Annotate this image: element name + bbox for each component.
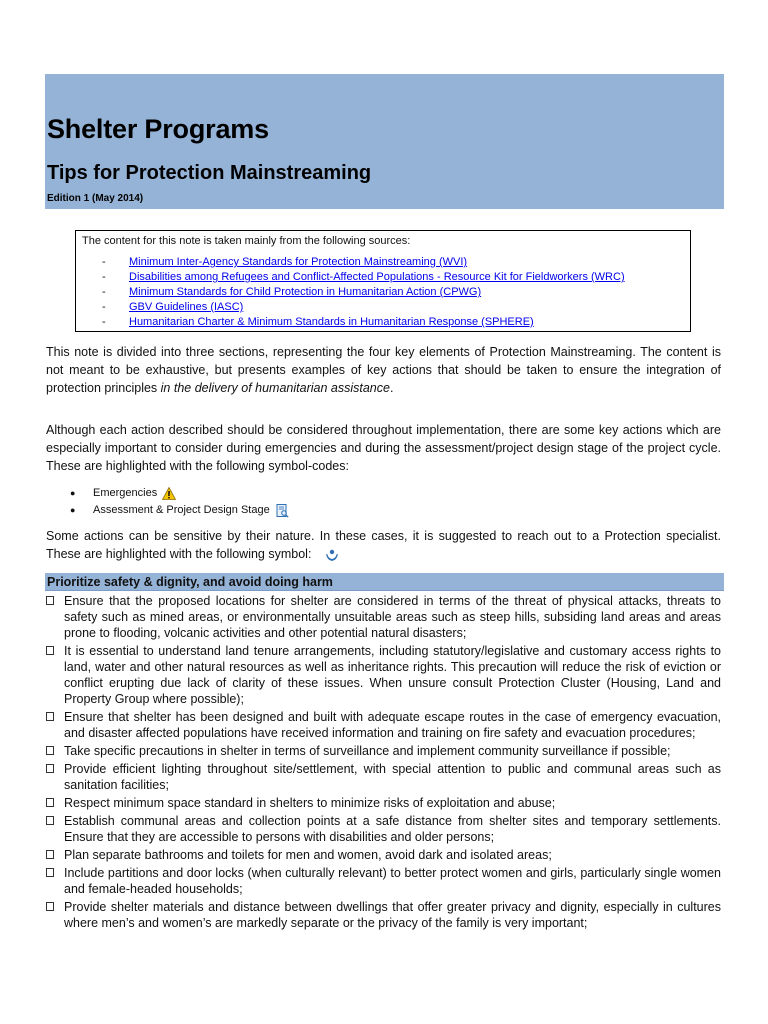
- symbol-list: [70, 485, 289, 519]
- list-item: Ensure that the proposed locations for shelter are considered in terms of the threat of physical attacks, threats to safety such as mined areas, or environmentally unsuitable areas such as steep hills, subsiding land areas and areas prone to flooding, volcanic activities and other potential natural disasters;: [46, 593, 721, 641]
- title-banner: [45, 74, 724, 209]
- edition-label: Edition 1 (May 2014): [47, 193, 144, 204]
- checkbox-icon[interactable]: [46, 646, 54, 655]
- sources-intro: The content for this note is taken mainly from the following sources:: [82, 235, 411, 247]
- list-item: Include partitions and door locks (when culturally relevant) to better protect women and girls, particularly single women and female-headed households;: [46, 865, 721, 897]
- sources-box: [75, 230, 691, 332]
- list-item: - Disabilities among Refugees and Conflict-Affected Populations - Resource Kit for Fieldworkers (WRC): [102, 271, 625, 283]
- checkbox-icon[interactable]: [46, 712, 54, 721]
- sources-list: [102, 255, 625, 330]
- checkbox-icon[interactable]: [46, 596, 54, 605]
- checkbox-icon[interactable]: [46, 902, 54, 911]
- protection-hands-icon: [325, 548, 339, 562]
- list-item: Take specific precautions in shelter in terms of surveillance and implement community surveillance if possible;: [46, 743, 721, 759]
- list-item: Establish communal areas and collection points at a safe distance from shelter sites and temporary settlements. Ensure that they are accessible to persons with disabilities and older persons;: [46, 813, 721, 845]
- list-item: - Humanitarian Charter & Minimum Standards in Humanitarian Response (SPHERE): [102, 316, 534, 328]
- list-item: It is essential to understand land tenure arrangements, including statutory/legislative and customary access rights to land, water and other natural resources as well as inheritance rights. This precaution will reduce the risk of eviction or conflict erupting due lack of clarity of these issues. When unsure consult Protection Cluster (Housing, Land and Property Group where possible);: [46, 643, 721, 707]
- list-item: ● Emergencies: [70, 485, 289, 502]
- source-link-cpwg[interactable]: Minimum Standards for Child Protection in Humanitarian Action (CPWG): [129, 286, 482, 298]
- checkbox-icon[interactable]: [46, 850, 54, 859]
- source-link-wvi[interactable]: Minimum Inter-Agency Standards for Protection Mainstreaming (WVI): [129, 256, 468, 268]
- warning-icon: [162, 487, 176, 500]
- list-item: Respect minimum space standard in shelters to minimize risks of exploitation and abuse;: [46, 795, 721, 811]
- document-search-icon: [276, 504, 289, 518]
- checkbox-icon[interactable]: [46, 816, 54, 825]
- list-item: Provide shelter materials and distance between dwellings that offer greater privacy and dignity, especially in cultures where men’s and women’s are markedly separate or the privacy of the family is very important;: [46, 899, 721, 931]
- intro-paragraph: This note is divided into three sections, representing the four key elements of Protection Mainstreaming. The content is not meant to be exhaustive, but presents examples of key actions that should be taken to ensure the integration of protection principles in the delivery of humanitarian assistance.: [46, 345, 721, 395]
- checkbox-icon[interactable]: [46, 798, 54, 807]
- source-link-iasc[interactable]: GBV Guidelines (IASC): [129, 301, 244, 313]
- list-item: - GBV Guidelines (IASC): [102, 301, 244, 313]
- list-item: - Minimum Standards for Child Protection in Humanitarian Action (CPWG): [102, 286, 482, 298]
- list-item: Plan separate bathrooms and toilets for men and women, avoid dark and isolated areas;: [46, 847, 721, 863]
- list-item: Ensure that shelter has been designed and built with adequate escape routes in the case of emergency evacuation, and disaster affected populations have received information and training on fire safety and evacuation procedures;: [46, 709, 721, 741]
- page-title: Shelter Programs: [47, 114, 269, 144]
- source-link-wrc[interactable]: Disabilities among Refugees and Conflict-Affected Populations - Resource Kit for Fieldworkers (WRC): [129, 271, 625, 283]
- checkbox-icon[interactable]: [46, 868, 54, 877]
- list-item: - Minimum Inter-Agency Standards for Protection Mainstreaming (WVI): [102, 256, 468, 268]
- safety-checklist: [46, 593, 721, 933]
- list-item: ● Assessment & Project Design Stage: [70, 502, 289, 519]
- source-link-sphere[interactable]: Humanitarian Charter & Minimum Standards in Humanitarian Response (SPHERE): [129, 316, 534, 328]
- symbol-paragraph: Although each action described should be considered throughout implementation, there are some key actions which are especially important to consider during emergencies and during the assessment/project design stage of the project cycle. These are highlighted with the following symbol-codes:: [46, 423, 721, 473]
- checkbox-icon[interactable]: [46, 746, 54, 755]
- checkbox-icon[interactable]: [46, 764, 54, 773]
- section-heading-safety: Prioritize safety & dignity, and avoid doing harm: [45, 573, 724, 591]
- page-subtitle: Tips for Protection Mainstreaming: [47, 162, 372, 184]
- sensitive-paragraph: Some actions can be sensitive by their nature. In these cases, it is suggested to reach out to a Protection specialist. These are highlighted with the following symbol:: [46, 529, 721, 561]
- list-item: Provide efficient lighting throughout site/settlement, with special attention to public and communal areas such as sanitation facilities;: [46, 761, 721, 793]
